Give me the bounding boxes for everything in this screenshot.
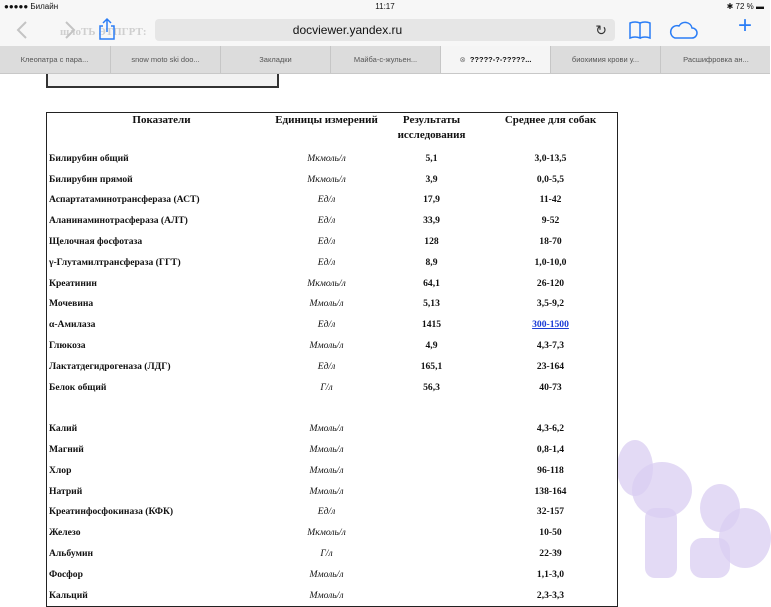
cloud-icon <box>668 20 698 40</box>
cell-unit: Ммоль/л <box>309 464 344 476</box>
table-body <box>47 148 618 606</box>
table-row <box>47 169 618 190</box>
cell-indicator: Хлор <box>49 464 72 476</box>
cell-unit: Ммоль/л <box>309 568 344 580</box>
cell-norm <box>484 398 618 419</box>
cell-indicator: γ-Глутамилтрансфераза (ГГТ) <box>49 256 181 268</box>
table-row <box>47 294 618 315</box>
cell-norm: 2,3-3,3 <box>536 589 565 601</box>
header-norm: Среднее для собак <box>504 114 597 126</box>
cell-indicator: Аспартатаминотрансфераза (АСТ) <box>49 194 200 206</box>
table-row <box>47 356 618 377</box>
cell-unit: Мкмоль/л <box>307 527 346 539</box>
bookmarks-button[interactable] <box>628 20 652 44</box>
cell-norm: 11-42 <box>539 194 562 206</box>
cell-indicator: Магний <box>49 444 84 456</box>
cell-indicator: α-Амилаза <box>49 319 96 331</box>
cell-indicator <box>47 398 275 419</box>
cell-norm: 23-164 <box>536 360 565 372</box>
close-tab-icon[interactable]: ⊗ <box>459 55 466 64</box>
cell-result <box>379 585 484 606</box>
cell-unit: Ед/л <box>317 194 336 206</box>
cell-indicator: Щелочная фосфотаза <box>49 236 143 248</box>
cell-norm: 10-50 <box>539 527 562 539</box>
cell-indicator: Креатинин <box>49 277 97 289</box>
cell-indicator: Белок общий <box>49 381 107 393</box>
cell-norm: 0,0-5,5 <box>536 173 565 185</box>
cell-norm: 26-120 <box>536 277 565 289</box>
address-bar[interactable] <box>155 19 615 41</box>
chevron-right-icon <box>64 20 76 40</box>
tab-item[interactable]: Клеопатра с пара... <box>20 55 89 64</box>
cell-unit: Ед/л <box>317 256 336 268</box>
cell-unit <box>274 398 379 419</box>
cell-indicator: Калий <box>49 423 78 435</box>
book-icon <box>628 20 652 40</box>
cell-unit: Ммоль/л <box>309 589 344 601</box>
table-row <box>47 314 618 335</box>
tab-item[interactable]: Расшифровка ан... <box>660 46 771 73</box>
table-row <box>47 335 618 356</box>
cell-indicator: Аланинаминотрасфераза (АЛТ) <box>49 215 188 227</box>
table-row <box>47 252 618 273</box>
clock: 11:17 <box>375 2 395 11</box>
cell-result <box>379 522 484 543</box>
cell-unit: Ед/л <box>317 215 336 227</box>
table-row <box>47 522 618 543</box>
cell-result <box>379 418 484 439</box>
previous-table-edge <box>46 74 279 88</box>
table-row <box>47 273 618 294</box>
document-viewer[interactable] <box>0 74 770 601</box>
cell-result: 8,9 <box>425 256 438 268</box>
norm-link[interactable]: 300-1500 <box>532 319 569 331</box>
cell-result <box>379 564 484 585</box>
table-header-row <box>47 113 618 149</box>
cell-indicator: Кальций <box>49 589 88 601</box>
cell-result: 165,1 <box>420 360 443 372</box>
cell-result <box>379 543 484 564</box>
cell-unit: Ммоль/л <box>309 340 344 352</box>
cell-unit: Ммоль/л <box>309 423 344 435</box>
cell-result: 4,9 <box>425 340 438 352</box>
tab-item[interactable]: Майба-с-жульен... <box>330 46 440 73</box>
chevron-left-icon <box>16 20 28 40</box>
cell-indicator: Глюкоза <box>49 340 86 352</box>
forward-button[interactable] <box>64 20 76 44</box>
cell-unit: Мкмоль/л <box>307 277 346 289</box>
cell-result: 5,13 <box>423 298 440 310</box>
table-row <box>47 210 618 231</box>
plus-icon: + <box>738 12 753 39</box>
carrier-label: ●●●●● Билайн <box>4 2 59 11</box>
header-indicator: Показатели <box>132 114 191 126</box>
cell-indicator: Альбумин <box>49 548 94 560</box>
cell-norm: 138-164 <box>534 485 567 497</box>
cell-result <box>379 398 484 419</box>
tab-bar <box>0 46 770 74</box>
cell-indicator: Лактатдегидрогеназа (ЛДГ) <box>49 360 171 372</box>
table-row <box>47 418 618 439</box>
icloud-tabs-button[interactable] <box>668 20 698 44</box>
cell-norm: 18-70 <box>539 236 562 248</box>
cell-result: 17,9 <box>423 194 440 206</box>
cell-result: 33,9 <box>423 215 440 227</box>
cell-result <box>379 502 484 523</box>
cell-indicator: Железо <box>49 527 81 539</box>
cell-indicator: Фосфор <box>49 568 83 580</box>
tab-item[interactable]: snow moto ski doo... <box>110 46 220 73</box>
cell-unit: Ммоль/л <box>309 444 344 456</box>
share-button[interactable] <box>98 18 116 40</box>
battery-percent: 72 % <box>735 2 754 11</box>
tab-item[interactable]: биохимия крови у... <box>550 46 660 73</box>
table-row <box>47 564 618 585</box>
cell-norm: 1,1-3,0 <box>536 568 565 580</box>
battery-icon: ▬ <box>756 2 764 11</box>
table-row <box>47 148 618 169</box>
cell-norm: 32-157 <box>536 506 565 518</box>
cell-result: 56,3 <box>423 381 440 393</box>
battery-indicator <box>727 2 764 11</box>
table-row <box>47 585 618 606</box>
cell-unit: Ед/л <box>317 236 336 248</box>
cell-unit: Ед/л <box>317 506 336 518</box>
cell-norm: 96-118 <box>537 464 564 476</box>
cell-result <box>379 481 484 502</box>
cell-unit: Мкмоль/л <box>307 152 346 164</box>
cell-norm: 1,0-10,0 <box>534 256 567 268</box>
cell-result: 1415 <box>421 319 442 331</box>
cell-norm: 0,8-1,4 <box>536 444 565 456</box>
cell-unit: Г/л <box>320 381 333 393</box>
share-icon <box>98 18 116 40</box>
cell-result <box>379 460 484 481</box>
cell-indicator: Мочевина <box>49 298 94 310</box>
url-text: docviewer.yandex.ru <box>292 23 403 37</box>
cell-indicator: Креатинфосфокиназа (КФК) <box>49 506 174 518</box>
cell-result <box>379 439 484 460</box>
new-tab-button[interactable] <box>738 12 753 39</box>
header-result: Результаты исследования <box>397 114 466 141</box>
cell-indicator: Билирубин прямой <box>49 173 133 185</box>
table-row <box>47 543 618 564</box>
table-row <box>47 439 618 460</box>
cell-result: 3,9 <box>425 173 438 185</box>
header-unit: Единицы измерений <box>275 114 378 126</box>
table-row <box>47 481 618 502</box>
table-row <box>47 231 618 252</box>
cell-result: 128 <box>424 236 439 248</box>
table-row <box>47 460 618 481</box>
cell-norm: 40-73 <box>539 381 562 393</box>
cell-unit: Ед/л <box>317 319 336 331</box>
tab-item[interactable]: Закладки <box>220 46 330 73</box>
status-bar <box>0 0 770 14</box>
cell-norm: 3,5-9,2 <box>536 298 565 310</box>
back-button[interactable] <box>16 20 28 44</box>
cell-unit: Ммоль/л <box>309 485 344 497</box>
reload-icon[interactable]: ↻ <box>595 22 607 38</box>
cell-norm: 4,3-7,3 <box>536 340 565 352</box>
cell-norm: 4,3-6,2 <box>536 423 565 435</box>
cell-unit: Ммоль/л <box>309 298 344 310</box>
blood-chemistry-table <box>46 112 618 607</box>
cell-unit: Мкмоль/л <box>307 173 346 185</box>
cell-norm: 3,0-13,5 <box>534 152 567 164</box>
cell-unit: Ед/л <box>317 360 336 372</box>
browser-toolbar <box>0 14 770 46</box>
table-row <box>47 377 618 398</box>
table-row <box>47 502 618 523</box>
cell-indicator: Билирубин общий <box>49 152 129 164</box>
table-row <box>47 190 618 211</box>
spacer-row <box>47 398 618 419</box>
cell-unit: Г/л <box>320 548 333 560</box>
cell-norm <box>484 314 618 335</box>
cell-norm: 9-52 <box>541 215 560 227</box>
ghost-text-left: шлоТЬ ЭТПГРТ: <box>60 26 147 38</box>
cell-norm: 22-39 <box>539 548 562 560</box>
cell-result: 5,1 <box>425 152 438 164</box>
bluetooth-icon: ✱ <box>726 2 734 11</box>
cell-result: 64,1 <box>423 277 440 289</box>
tab-item-active[interactable]: ⊗ ?????-?-?????... <box>440 46 550 73</box>
cell-indicator: Натрий <box>49 485 83 497</box>
